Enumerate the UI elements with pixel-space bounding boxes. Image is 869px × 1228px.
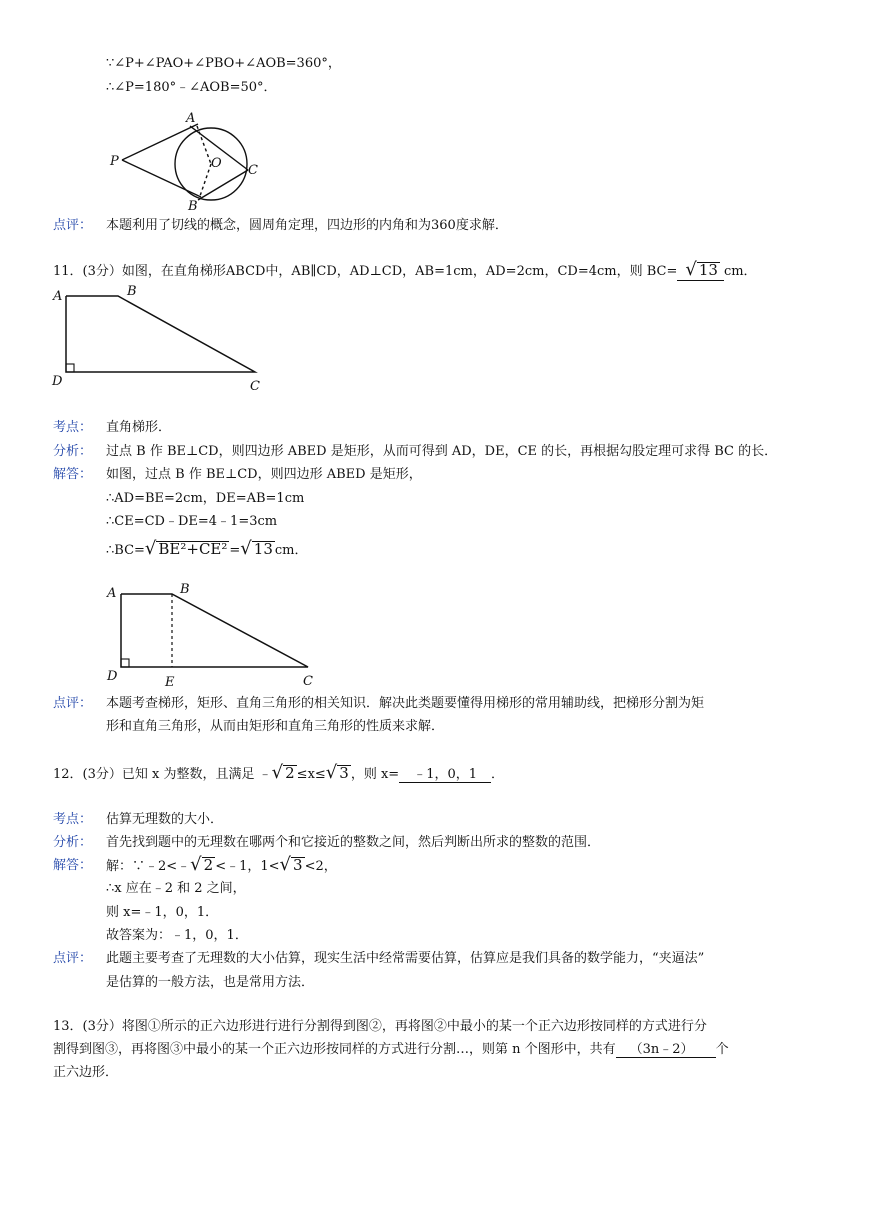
- q11-sol-4-pre: ∴BC=: [106, 543, 145, 558]
- q12-mid: ≤x≤: [296, 767, 326, 782]
- q11-dianping-2: 形和直角三角形，从而由矩形和直角三角形的性质来求解．: [106, 719, 445, 734]
- q11-sol-4-radicand-2: 13: [253, 540, 273, 559]
- fig11b-label-d: D: [107, 669, 118, 684]
- q12-stem-text: 12．(3分）已知 x 为整数，且满足: [53, 767, 255, 782]
- q11-dianping-label: 点评：: [53, 696, 93, 711]
- q12-sol-1-radicand-1: 2: [203, 856, 214, 875]
- fig10-label-p: P: [110, 154, 119, 169]
- q13-answer-blank: （3n﹣2）: [616, 1043, 716, 1058]
- q11-sol-4-post: cm．: [274, 543, 308, 558]
- q12-fenxi-label: 分析：: [53, 835, 93, 850]
- q12-sol-4: 故答案为：﹣1，0，1．: [106, 928, 248, 943]
- q12-stem-end: ．: [491, 767, 505, 782]
- fig10-label-c: C: [248, 163, 258, 178]
- q11-dianping-1: 本题考查梯形，矩形、直角三角形的相关知识．解决此类题要懂得用梯形的常用辅助线，把梯形分割为矩: [106, 696, 705, 711]
- q12-sol-3: 则 x=﹣1，0，1．: [106, 905, 219, 920]
- p10-line-2: ∴∠P=180°﹣∠AOB=50°．: [106, 80, 277, 95]
- q13-line-1: 13．(3分）将图①所示的正六边形进行进行分割得到图②，再将图②中最小的某一个正六边形按同样的方式进行分: [53, 1019, 707, 1034]
- q12-answer-blank: ﹣1，0，1: [399, 768, 491, 783]
- q12-sol-1: 解：∵﹣2<﹣ √ 2 <﹣1，1< √ 3 <2，: [106, 854, 337, 875]
- fig11b-label-e: E: [165, 675, 175, 690]
- q12-dianping-1: 此题主要考查了无理数的大小估算，现实生活中经常需要估算，估算应是我们具备的数学能力，“夹逼法”: [106, 951, 705, 966]
- q12-kaodian: 估算无理数的大小．: [106, 812, 224, 827]
- q11-stem-end: cm．: [723, 264, 757, 279]
- q12-jieda-label: 解答：: [53, 858, 93, 873]
- q11-kaodian-label: 考点：: [53, 420, 93, 435]
- q11-fenxi: 过点 B 作 BE⊥CD，则四边形 ABED 是矩形，从而可得到 AD，DE，CE 的长，再根据勾股定理可求得 BC 的长．: [106, 444, 778, 459]
- q11-sol-2: ∴AD=BE=2cm，DE=AB=1cm: [106, 491, 305, 506]
- q11-jieda-label: 解答：: [53, 467, 93, 482]
- q12-stem: 12．(3分）已知 x 为整数，且满足 ﹣ √ 2 ≤x≤ √ 3 ，则 x= ﹣1，0，1 ．: [53, 762, 505, 783]
- fig11a-label-a: A: [53, 289, 63, 304]
- q11-answer-blank: √ 13: [677, 261, 724, 281]
- fig11b-label-c: C: [303, 674, 313, 689]
- q12-neg: ﹣: [258, 767, 272, 782]
- q13-line-2-post: 个: [715, 1042, 729, 1057]
- fig10-label-a: A: [186, 111, 196, 126]
- q11-stem: [53, 261, 757, 281]
- q11-sol-4-eq: =: [229, 543, 241, 558]
- q11-sol-1: 如图，过点 B 作 BE⊥CD，则四边形 ABED 是矩形，: [106, 467, 422, 482]
- p10-comment: 本题利用了切线的概念，圆周角定理，四边形的内角和为360度求解．: [106, 218, 508, 233]
- q11-sol-3: ∴CE=CD﹣DE=4﹣1=3cm: [106, 514, 278, 529]
- q12-kaodian-label: 考点：: [53, 812, 93, 827]
- q11-kaodian: 直角梯形．: [106, 420, 172, 435]
- q11-fenxi-label: 分析：: [53, 444, 93, 459]
- q11-sol-4: ∴BC= √ BE²+CE² = √ 13 cm．: [106, 538, 308, 559]
- q11-stem-text: 11．(3分）如图，在直角梯形ABCD中，AB∥CD，AD⊥CD，AB=1cm，AD=2cm，CD=4cm，则 BC=: [53, 264, 678, 279]
- q12-sol-1-b: <﹣1，1<: [215, 859, 280, 874]
- p10-comment-label: 点评：: [53, 218, 93, 233]
- q13-line-2: [53, 1043, 729, 1058]
- fig11a-label-b: B: [127, 284, 137, 299]
- q12-sol-1-radicand-2: 3: [293, 856, 303, 875]
- fig11b-label-b: B: [180, 582, 190, 597]
- q12-sol-1-a: 解：∵﹣2<﹣: [106, 859, 191, 874]
- q12-sol-1-c: <2，: [304, 859, 337, 874]
- fig10-label-o: O: [211, 156, 222, 171]
- q13-line-3: 正六边形．: [53, 1065, 119, 1080]
- q12-stem-post: ，则 x=: [350, 767, 400, 782]
- fig10-label-b: B: [188, 199, 198, 214]
- fig11a-label-d: D: [52, 374, 63, 389]
- q11-sol-4-radicand: BE²+CE²: [158, 540, 228, 559]
- q12-radicand-b: 3: [339, 764, 349, 783]
- q12-fenxi: 首先找到题中的无理数在哪两个和它接近的整数之间，然后判断出所求的整数的范围．: [106, 835, 601, 850]
- q11-answer-radicand: 13: [698, 261, 718, 280]
- q12-sol-2: ∴x 应在﹣2 和 2 之间，: [106, 881, 246, 896]
- fig11b-label-a: A: [107, 586, 117, 601]
- q12-radicand-a: 2: [285, 764, 295, 783]
- p10-line-1: ∵∠P+∠PAO+∠PBO+∠AOB=360°，: [106, 56, 341, 71]
- q12-dianping-label: 点评：: [53, 951, 93, 966]
- fig11a-label-c: C: [250, 379, 260, 394]
- q13-line-2-pre: 割得到图③，再将图③中最小的某一个正六边形按同样的方式进行分割…，则第 n 个图形中，共有: [53, 1042, 616, 1057]
- q12-dianping-2: 是估算的一般方法，也是常用方法．: [106, 975, 315, 990]
